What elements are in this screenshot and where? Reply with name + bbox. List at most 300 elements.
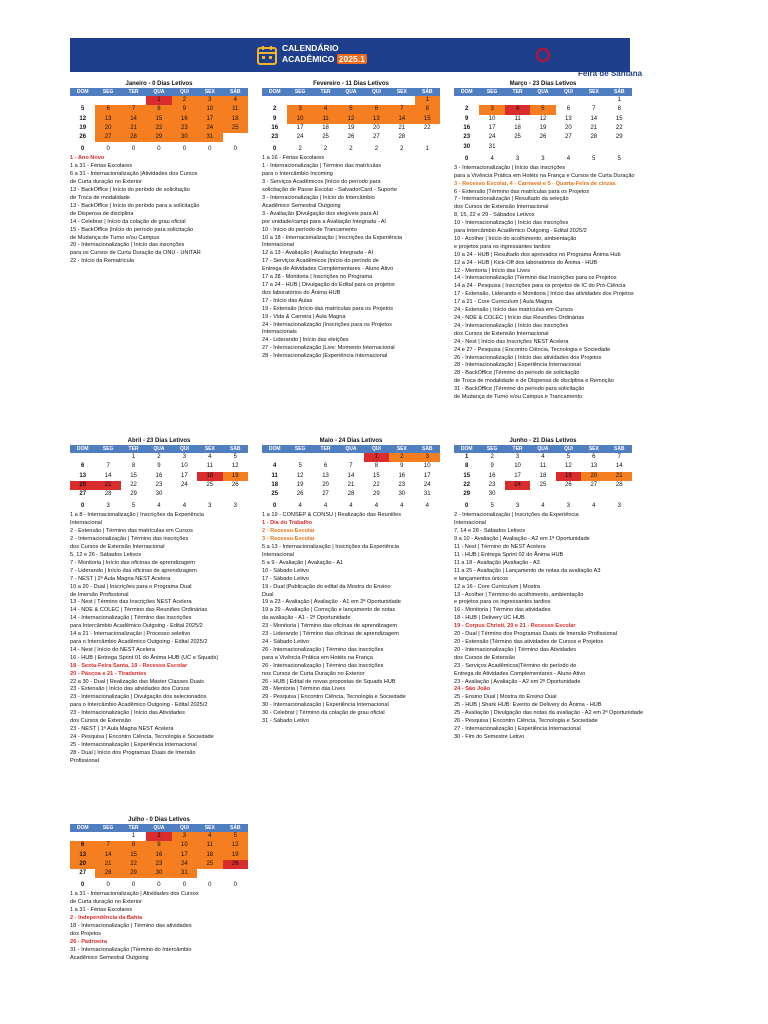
weekday-count: 0	[233, 882, 237, 889]
note-line: 24 - Nest | Início das Inscrições NEST Acelera	[454, 338, 569, 345]
month-notes	[70, 512, 248, 765]
weekday-header: SEG	[95, 88, 120, 96]
day-cell: 14	[104, 472, 112, 479]
day-cell	[313, 453, 338, 462]
note-line: 30 - Internacionalização | Experiência Internacional	[262, 702, 389, 709]
title-line1: CALENDÁRIO	[282, 43, 339, 53]
day-cell: 23	[463, 134, 471, 141]
weekday-count: 4	[374, 503, 379, 510]
weekday-count: 0	[131, 882, 136, 889]
day-cell	[530, 96, 555, 105]
month-calendar	[70, 824, 248, 890]
day-cell: 2	[146, 832, 171, 841]
day-cell: 14	[615, 463, 623, 470]
weekday-count: 4	[349, 503, 353, 510]
day-cell: 19	[79, 125, 87, 132]
day-cell: 29	[121, 869, 146, 878]
note-line: 23 - Extensão | Início das atividades dos Cursos	[70, 686, 190, 693]
week-row	[454, 142, 632, 151]
note-line: 5 a 9 - Avaliação | Avaliação - A1	[262, 559, 344, 566]
weekday-count: 0	[273, 146, 277, 153]
day-cell: 15	[130, 472, 137, 479]
note-line: 3 - Avaliação |Divulgação dos elegíveis para AI	[262, 210, 379, 217]
note-line: 2 - Recesso Escolar	[262, 528, 315, 535]
weekday-header: TER	[505, 445, 530, 453]
day-cell: 2	[172, 96, 197, 105]
day-cell: 4	[197, 832, 222, 841]
day-cell: 9	[146, 841, 171, 850]
weekday-header: SÁB	[223, 88, 248, 96]
note-line: 28 - Internacionalização |Experiência Internacional	[262, 353, 388, 360]
note-line: 1 a 19 - CONSEP & CONSU | Realização das Reuniões	[262, 512, 402, 519]
weekday-header: QUI	[364, 88, 389, 96]
weekday-count: 5	[592, 155, 596, 162]
note-line: Internacional	[262, 242, 295, 249]
note-line: 1 - Internacionalização | Término das matrículas	[262, 163, 382, 170]
note-line: 3 - Internacionalização | Início do Intercâmbio	[262, 195, 375, 202]
day-cell: 18	[197, 472, 222, 481]
week-row	[454, 124, 632, 133]
weekday-header: QUI	[172, 88, 197, 96]
weekday-header: QUA	[146, 824, 171, 832]
note-line: 19 - Extensão |Início das matrículas para os Projetos	[262, 305, 394, 312]
note-line: dos Cursos de Extensão Internacional	[454, 330, 549, 337]
day-cell: 1	[415, 96, 440, 105]
note-line: 24 - Internacionalização | Início das inscrições	[454, 322, 569, 329]
day-cell	[70, 832, 95, 841]
month-title: Abril - 23 Dias Letivos	[127, 438, 191, 444]
month-title: Fevereiro - 11 Dias Letivos	[313, 81, 389, 87]
note-line: 29 - Pesquisa | Encontro Ciência, Tecnologia e Sociedade	[262, 694, 406, 701]
day-cell: 30	[463, 143, 471, 150]
day-cell: 22	[121, 860, 146, 869]
brand-mark-icon	[536, 48, 550, 62]
weekday-header: QUI	[172, 824, 197, 832]
note-line: 8, 15, 22 e 29 - Sábados Letivos	[454, 212, 535, 219]
day-cell: 19	[556, 472, 581, 481]
note-line: 2 - Independência da Bahia	[70, 915, 143, 922]
day-cell: 11	[313, 115, 338, 124]
weekday-header: DOM	[262, 445, 287, 453]
note-line: Internacional	[454, 520, 487, 527]
note-line: 19 - Vida & Carreira | Aula Magna	[262, 313, 346, 320]
day-cell: 23	[155, 482, 163, 489]
day-cell: 7	[389, 105, 414, 114]
note-line: 18 - Internacionalização | Término das atividades	[70, 923, 192, 930]
weekday-header: SÁB	[607, 88, 632, 96]
weekday-count: 0	[157, 882, 161, 889]
note-line: para a Vivência Prática em Hotéis na França e Cursos de Curta Duração	[454, 172, 635, 179]
note-line: solicitação de Passe Escolar - SalvadorCard - Suporte	[262, 187, 397, 194]
weekday-count: 0	[233, 146, 237, 153]
day-cell: 26	[347, 134, 355, 141]
day-cell	[479, 96, 504, 105]
day-cell: 23	[398, 482, 406, 489]
note-line: 28 - Mentoria | Término das Lives	[262, 686, 346, 693]
week-row	[70, 860, 248, 869]
month-calendar	[454, 445, 632, 511]
month-notes	[454, 164, 635, 402]
day-cell: 12	[79, 115, 87, 122]
week-row	[262, 472, 440, 481]
note-line: 7, 14 e 28 - Sábados Letivos	[454, 528, 526, 535]
day-cell: 10	[181, 463, 188, 470]
weekday-header: SÁB	[415, 445, 440, 453]
weekday-header: SEG	[287, 445, 312, 453]
day-cell: 27	[79, 870, 87, 877]
week-row	[262, 481, 440, 490]
note-line: 25 - Ensino Dual | Mostra do Ensino Dual	[454, 694, 557, 701]
note-line: 23 - Liderando | Término das oficinas de aprendizagem	[262, 631, 399, 638]
day-cell: 16	[488, 472, 496, 479]
weekday-count: 0	[157, 146, 161, 153]
weekday-count: 5	[131, 503, 136, 510]
day-cell: 9	[465, 115, 469, 122]
day-cell	[607, 142, 632, 151]
month-calendar	[262, 445, 440, 511]
weekday-header: QUI	[556, 88, 581, 96]
note-line: 11 - HUB | Entrega Sprint 02 do Ânima HUB	[454, 552, 564, 559]
note-line: de Dispensa de disciplina	[70, 210, 134, 217]
note-line: e projetos para os ingressantes tardios	[454, 243, 551, 250]
week-row	[70, 462, 248, 471]
day-cell: 20	[95, 124, 120, 133]
weekday-header: SÁB	[223, 445, 248, 453]
day-cell: 25	[223, 124, 248, 133]
day-cell: 9	[172, 105, 197, 114]
note-line: 22 a 30 - Dual | Realização das Master Classes Duais	[70, 678, 204, 685]
note-line: 13 - Nest | Término das Inscrições NEST Acelera	[70, 599, 192, 606]
note-line: 23 - Serviços Acadêmicos|Término do período de	[454, 662, 577, 669]
weekday-count: 4	[490, 155, 494, 162]
note-line: de Imersão Profissional	[70, 591, 129, 598]
note-line: 26 - Pesquisa | Encontro Ciência, Tecnologia e Sociedade	[454, 718, 598, 725]
day-cell: 7	[95, 841, 120, 850]
note-line: Entrega de Atividades Complementares - Aluno Ativo	[454, 670, 586, 677]
note-line: 7 - Monitoria | Início das oficinas de aprendizagem	[70, 559, 195, 566]
day-cell: 11	[539, 463, 547, 470]
day-cell	[95, 832, 120, 841]
weekday-count-row	[262, 142, 440, 154]
day-cell: 24	[181, 482, 188, 489]
day-cell	[581, 96, 606, 105]
weekday-count: 4	[298, 503, 302, 510]
weekday-header: DOM	[70, 445, 95, 453]
note-line: 27 - Internacionalização |Live: Momento Internacional	[262, 345, 395, 352]
day-cell: 13	[364, 115, 389, 124]
day-cell: 26	[223, 860, 248, 869]
note-line: 30 - Fim do Semestre Letivo	[454, 733, 525, 740]
day-cell: 8	[415, 105, 440, 114]
day-cell: 3	[479, 105, 504, 114]
day-cell: 4	[223, 96, 248, 105]
note-line: 18 - Sexta-Feira Santa, 19 - Recesso Escolar	[70, 662, 188, 669]
day-cell: 12	[223, 841, 248, 850]
day-cell	[556, 96, 581, 105]
note-line: 19 - Dual |Publicação do edital da Mostra do Ensino	[262, 583, 391, 590]
note-line: Internacional	[262, 552, 295, 559]
weekday-header: SEG	[479, 445, 504, 453]
day-cell: 30	[172, 133, 197, 142]
day-cell: 30	[155, 491, 163, 498]
note-line: Profissional	[70, 757, 99, 764]
note-line: 20 - Dual | Término dos Programas Duais de Imersão Profissional	[454, 631, 618, 638]
calendar-icon	[256, 44, 278, 66]
day-cell: 15	[146, 115, 171, 124]
day-cell	[223, 490, 248, 499]
note-line: 10 - Início do período de Trancamento	[262, 226, 357, 233]
day-cell: 16	[271, 125, 279, 132]
weekday-header: SEX	[581, 88, 606, 96]
note-line: 1 - Ano Novo	[70, 155, 105, 162]
day-cell	[197, 490, 222, 499]
day-cell: 22	[463, 482, 471, 489]
day-cell: 19	[223, 472, 248, 481]
day-cell: 12	[231, 463, 239, 470]
note-line: 14 - Internacionalização | Término das inscrições	[70, 615, 192, 622]
day-cell	[197, 869, 222, 878]
day-cell	[95, 453, 120, 462]
weekday-count: 0	[465, 503, 469, 510]
day-cell: 15	[415, 115, 440, 124]
note-line: 5 a 13 - Internacionalização | Inscrições da Experiência	[262, 544, 400, 551]
weekday-count: 2	[323, 146, 328, 153]
note-line: para Intercâmbio Acadêmico Outgoing - Edital 2025/2	[454, 228, 587, 235]
day-cell: 17	[423, 472, 431, 479]
note-line: Dual	[262, 591, 274, 598]
day-cell: 10	[488, 115, 496, 122]
week-row	[454, 453, 632, 462]
campus-name: Feira de Santana	[578, 69, 643, 78]
day-cell: 3	[415, 453, 440, 462]
day-cell: 2	[273, 106, 277, 113]
day-cell: 6	[81, 463, 85, 470]
note-line: 5, 12 e 26 - Sábados Letivos	[70, 552, 142, 559]
day-cell: 26	[539, 134, 547, 141]
week-row	[70, 105, 248, 114]
weekday-count: 0	[273, 503, 277, 510]
day-cell: 31	[197, 133, 222, 142]
day-cell: 2	[490, 454, 494, 461]
day-cell: 11	[271, 472, 278, 479]
note-line: 25 - Avaliação | Divulgação das notas da avaliação - A2 em 2ª Oportunidade	[454, 710, 644, 717]
day-cell: 20	[373, 125, 380, 132]
day-cell: 29	[615, 134, 623, 141]
day-cell: 27	[79, 491, 87, 498]
day-cell: 23	[488, 482, 496, 489]
note-line: 31 - Internacionalização |Término do Intercâmbio	[70, 946, 192, 953]
day-cell: 28	[121, 133, 146, 142]
brand-name: UNIFACS	[553, 46, 617, 63]
week-row	[262, 462, 440, 471]
year-badge: 2025.1	[338, 54, 365, 64]
weekday-count: 4	[157, 503, 161, 510]
day-cell: 22	[146, 124, 171, 133]
weekday-header: SEG	[95, 824, 120, 832]
weekday-count: 2	[374, 146, 379, 153]
month-title: Março - 23 Dias Letivos	[509, 81, 577, 87]
day-cell: 15	[121, 851, 146, 860]
day-cell	[223, 133, 248, 142]
weekday-header: QUI	[556, 445, 581, 453]
weekday-count: 2	[349, 146, 353, 153]
weekday-header: DOM	[70, 824, 95, 832]
weekday-count-row	[70, 142, 248, 154]
day-cell	[287, 96, 312, 105]
day-cell: 29	[146, 133, 171, 142]
day-cell: 26	[79, 134, 87, 141]
day-cell: 9	[490, 463, 494, 470]
day-cell: 8	[146, 105, 171, 114]
day-cell: 14	[95, 851, 120, 860]
day-cell	[530, 490, 555, 499]
weekday-count: 0	[208, 882, 212, 889]
day-cell: 25	[271, 491, 279, 498]
month-title: Janeiro - 0 Dias Letivos	[125, 81, 193, 87]
week-row	[70, 490, 248, 499]
weekday-count: 3	[233, 503, 237, 510]
note-line: de Mudança de Turno e/ou Campus e Trancamento	[454, 394, 583, 401]
week-row	[262, 115, 440, 124]
note-line: 23 - Internacionalização | Divulgação dos selecionados	[70, 694, 207, 701]
day-cell: 30	[146, 869, 171, 878]
day-cell	[581, 142, 606, 151]
day-cell: 11	[206, 463, 213, 470]
weekday-count: 5	[490, 503, 494, 510]
weekday-header: SEX	[197, 824, 222, 832]
weekday-header: DOM	[454, 88, 479, 96]
day-cell: 13	[95, 115, 120, 124]
day-cell: 6	[323, 463, 328, 470]
day-cell: 7	[617, 454, 621, 461]
note-line: dos Cursos de Extensão Internacional	[454, 204, 549, 211]
week-row	[454, 105, 632, 114]
note-line: 25 - HUB | Shark HUB: Evento de Delivery do Ânima - HUB	[454, 702, 602, 709]
month-block	[70, 80, 248, 266]
day-cell: 22	[615, 125, 623, 132]
note-line: nos Cursos de Curta Duração no Exterior	[262, 670, 365, 677]
day-cell: 6	[566, 106, 571, 113]
month-block	[70, 816, 248, 963]
day-cell: 24	[172, 860, 197, 869]
day-cell: 21	[95, 481, 120, 490]
weekday-count: 0	[182, 882, 187, 889]
note-line: 7 - Liderando | Início das oficinas de aprendizagem	[70, 567, 197, 574]
weekday-header: QUA	[338, 88, 363, 96]
day-cell: 20	[322, 482, 329, 489]
weekday-count: 0	[81, 503, 85, 510]
weekday-count: 4	[425, 503, 429, 510]
day-cell: 6	[592, 454, 596, 461]
weekday-header: TER	[313, 445, 338, 453]
day-cell: 24	[296, 134, 304, 141]
title-line2: ACADÊMICO	[282, 54, 335, 64]
note-line: 6 a 31 - Internacionalização |Atividades dos Cursos	[70, 171, 198, 178]
note-line: 14 a 21 - Internacionalização | Processo seletivo	[70, 631, 191, 638]
day-cell: 12	[539, 115, 547, 122]
day-cell: 24	[488, 134, 496, 141]
day-cell	[389, 96, 414, 105]
note-line: 11 a 18 - Avaliação |Avaliação - A3	[454, 559, 540, 566]
day-cell: 13	[79, 472, 87, 479]
day-cell: 7	[349, 463, 353, 470]
day-cell: 20	[581, 472, 606, 481]
day-cell: 14	[347, 472, 355, 479]
weekday-count: 4	[400, 503, 404, 510]
month-block	[262, 80, 440, 361]
day-cell: 13	[322, 472, 329, 479]
week-row	[262, 453, 440, 462]
day-cell: 18	[223, 115, 248, 124]
day-cell: 25	[322, 134, 329, 141]
weekday-header: SEG	[287, 88, 312, 96]
note-line: 23 - Monitoria | Término das oficinas de aprendizagem	[262, 623, 398, 630]
note-line: 18 - HUB | Delivery UC HUB	[454, 615, 525, 622]
note-line: dos Cursos de Extensão	[70, 718, 131, 725]
day-cell: 3	[287, 105, 312, 114]
day-cell	[313, 96, 338, 105]
day-cell: 27	[322, 491, 329, 498]
note-line: para o Intercâmbio Incoming	[262, 171, 333, 178]
day-cell	[223, 869, 248, 878]
day-cell: 14	[389, 115, 414, 124]
note-line: 17 - Extensão, Liderando e Monitoria | Início das atividades dos Projetos	[454, 291, 634, 298]
day-cell	[70, 453, 95, 462]
day-cell: 29	[130, 491, 137, 498]
note-line: 12 a 13 - Avaliação | Avaliação Integrada - AI	[262, 250, 374, 257]
day-cell: 24	[423, 482, 431, 489]
day-cell: 17	[197, 115, 222, 124]
day-cell: 21	[95, 860, 120, 869]
note-line: 24 - São João	[454, 686, 491, 693]
day-cell: 13	[590, 463, 598, 470]
note-line: 12 a 24 - HUB | Kick-Off dos laboratórios do Ânima - HUB	[454, 259, 598, 266]
note-line: 25 - Internacionalização | Experiência Internacional	[70, 741, 197, 748]
day-cell: 4	[273, 463, 277, 470]
day-cell: 22	[373, 482, 380, 489]
day-cell: 13	[565, 115, 572, 122]
day-cell: 18	[197, 851, 222, 860]
note-line: 1 a 8 - Internacionalização | Inscrições da Experiência	[70, 512, 204, 519]
note-line: 23 - NEST | 1ª Aula Magna NEST Acelera	[70, 725, 174, 732]
note-line: para os Cursos de Curta Duração da ONU - UNITAR	[70, 250, 201, 257]
note-line: 17 a 28 - Monitoria | Inscrições no Programa	[262, 274, 373, 281]
weekday-header: SÁB	[415, 88, 440, 96]
note-line: 28 - Internacionalização | Experiência Internacional	[454, 362, 581, 369]
note-line: 23 - Avaliação | Avaliação - A2 em 2ª Oportunidade	[454, 678, 581, 685]
day-cell: 3	[515, 454, 520, 461]
day-cell: 25	[197, 860, 222, 869]
day-cell: 3	[172, 832, 197, 841]
weekday-count: 1	[425, 146, 429, 153]
day-cell: 10	[172, 841, 197, 850]
day-cell	[121, 96, 146, 105]
day-cell: 29	[373, 491, 380, 498]
day-cell: 26	[565, 482, 572, 489]
day-cell: 20	[565, 125, 572, 132]
weekday-count: 0	[208, 146, 212, 153]
day-cell: 28	[398, 134, 406, 141]
note-line: dos Cursos de Extensão Internacional	[70, 544, 165, 551]
day-cell: 1	[364, 453, 389, 462]
day-cell: 14	[590, 115, 598, 122]
day-cell: 16	[155, 472, 163, 479]
note-line: 9 a 10 - Avaliação | Avaliação - A2 em 1ª Oportunidade	[454, 536, 590, 543]
note-line: 10 a 20 - Dual | Inscrições para o Programa Dual	[70, 583, 192, 590]
week-row	[70, 124, 248, 133]
week-row	[70, 869, 248, 878]
weekday-header: DOM	[70, 88, 95, 96]
